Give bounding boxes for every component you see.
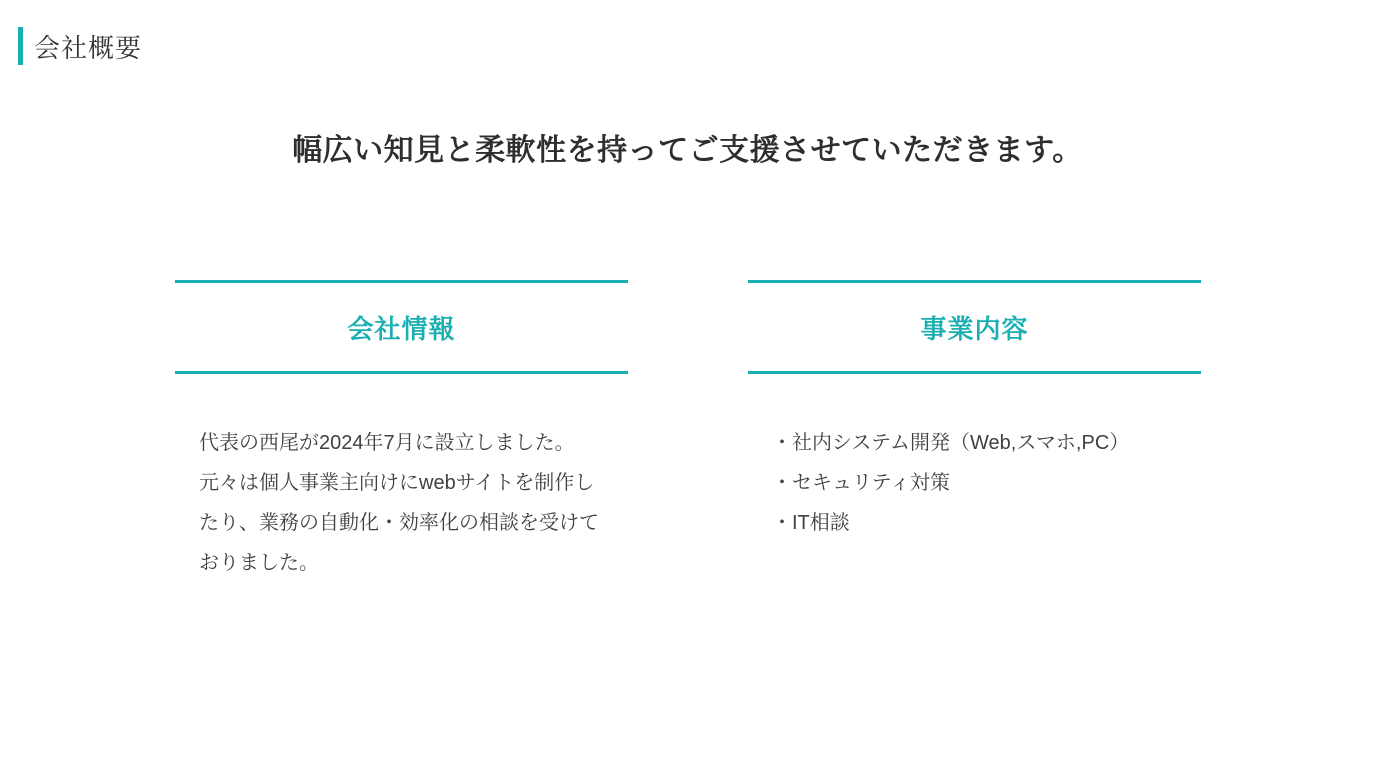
content-columns bbox=[175, 280, 1201, 583]
business-heading: 事業内容 bbox=[748, 280, 1201, 374]
accent-bar bbox=[18, 27, 23, 65]
business-item: ・IT相談 bbox=[772, 512, 850, 534]
business-item: ・セキュリティ対策 bbox=[772, 472, 950, 494]
section-label-text: 会社概要 bbox=[34, 32, 143, 63]
company-info-body: 代表の西尾が2024年7月に設立しました。元々は個人事業主向けにwebサイトを制作したり、業務の自動化・効率化の相談を受けておりました。 bbox=[199, 432, 599, 574]
business-column bbox=[748, 280, 1201, 583]
hero-title: 幅広い知見と柔軟性を持ってご支援させていただきます。 bbox=[292, 134, 1083, 167]
section-label bbox=[18, 27, 142, 65]
business-item: ・社内システム開発（Web,スマホ,PC） bbox=[772, 432, 1130, 454]
company-info-column bbox=[175, 280, 628, 583]
business-item-list bbox=[748, 423, 1201, 543]
company-info-heading: 会社情報 bbox=[175, 280, 628, 374]
